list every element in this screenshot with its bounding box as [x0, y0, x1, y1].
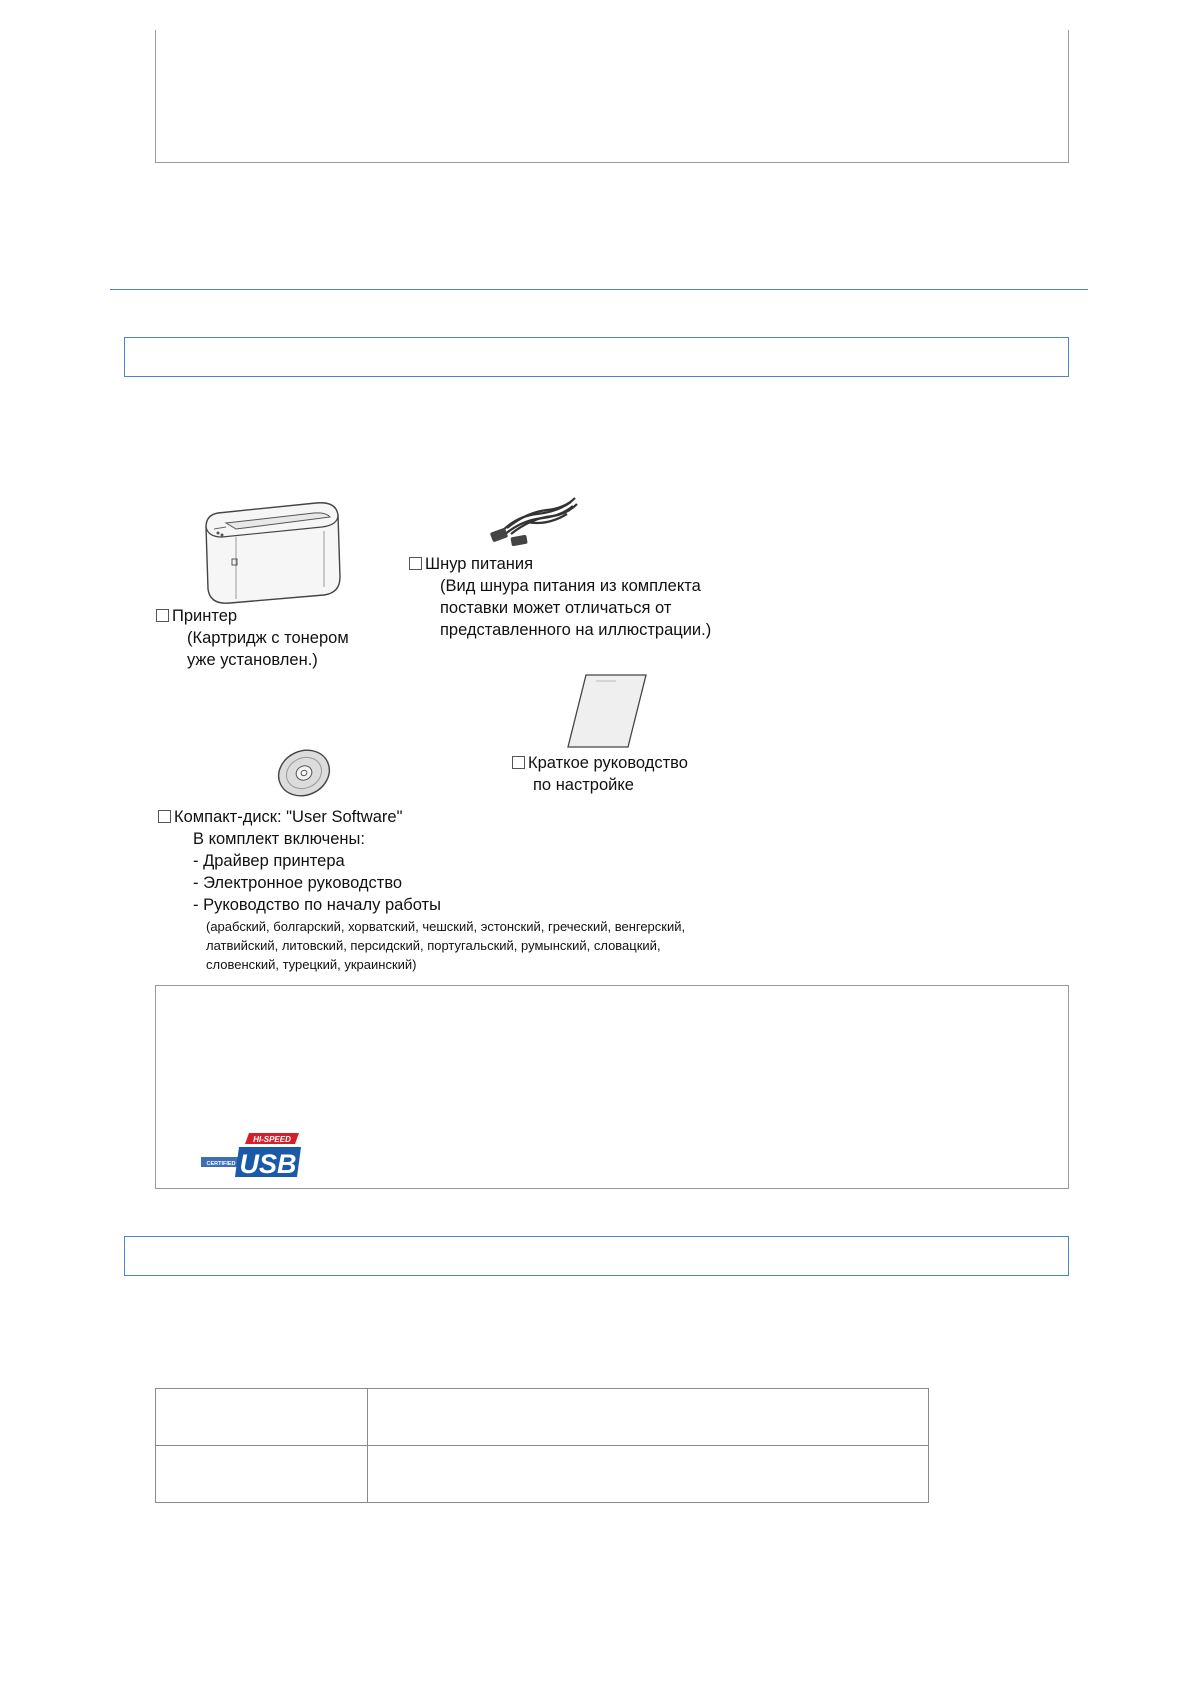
- table-row: [156, 1389, 929, 1446]
- table-cell: [156, 1389, 368, 1446]
- cd-checkbox[interactable]: [158, 810, 171, 823]
- power-cord-note-line-1: (Вид шнура питания из комплекта: [440, 577, 701, 595]
- section-header-box-2: [124, 1236, 1069, 1276]
- spec-table: [155, 1388, 929, 1503]
- cd-image: [276, 748, 332, 798]
- quick-guide-label-line-2: по настройке: [533, 776, 634, 794]
- power-cord-note-line-2: поставки может отличаться от: [440, 599, 672, 617]
- table-cell: [368, 1389, 929, 1446]
- usb-hi-speed-logo: [201, 1131, 303, 1185]
- table-cell: [368, 1446, 929, 1503]
- printer-note-line-1: (Картридж с тонером: [187, 629, 349, 647]
- usb-banner-text: HI-SPEED: [253, 1135, 291, 1144]
- cd-languages-line-2: латвийский, литовский, персидский, португальский, румынский, словацкий,: [206, 938, 661, 953]
- power-cord-note-line-3: представленного на иллюстрации.): [440, 621, 712, 639]
- cd-languages-line-1: (арабский, болгарский, хорватский, чешский, эстонский, греческий, венгерский,: [206, 919, 686, 934]
- usb-side-text: CERTIFIED: [206, 1161, 236, 1167]
- cd-content-item: - Электронное руководство: [193, 874, 403, 892]
- quick-guide-checkbox[interactable]: [512, 756, 525, 769]
- top-note-box: [155, 30, 1069, 163]
- table-row: [156, 1446, 929, 1503]
- cd-included-label: В комплект включены:: [193, 830, 365, 848]
- power-cord-label: Шнур питания: [409, 553, 533, 575]
- printer-note-line-2: уже установлен.): [187, 651, 318, 669]
- section-divider: [110, 289, 1088, 290]
- cd-content-item: - Драйвер принтера: [193, 852, 345, 870]
- cd-languages-line-3: словенский, турецкий, украинский): [206, 957, 417, 972]
- printer-checkbox[interactable]: [156, 609, 169, 622]
- section-header-box-included-items: [124, 337, 1069, 377]
- printer-label: Принтер: [156, 605, 237, 627]
- table-cell: [156, 1446, 368, 1503]
- cd-content-item: - Руководство по началу работы: [193, 896, 441, 914]
- quick-guide-label: Краткое руководство: [512, 752, 688, 774]
- power-cord-checkbox[interactable]: [409, 557, 422, 570]
- quick-guide-image: [566, 673, 648, 749]
- power-cord-image: [487, 492, 581, 548]
- usb-main-text: USB: [239, 1149, 297, 1179]
- cd-label: Компакт-диск: "User Software": [158, 806, 402, 828]
- printer-image: [196, 497, 356, 607]
